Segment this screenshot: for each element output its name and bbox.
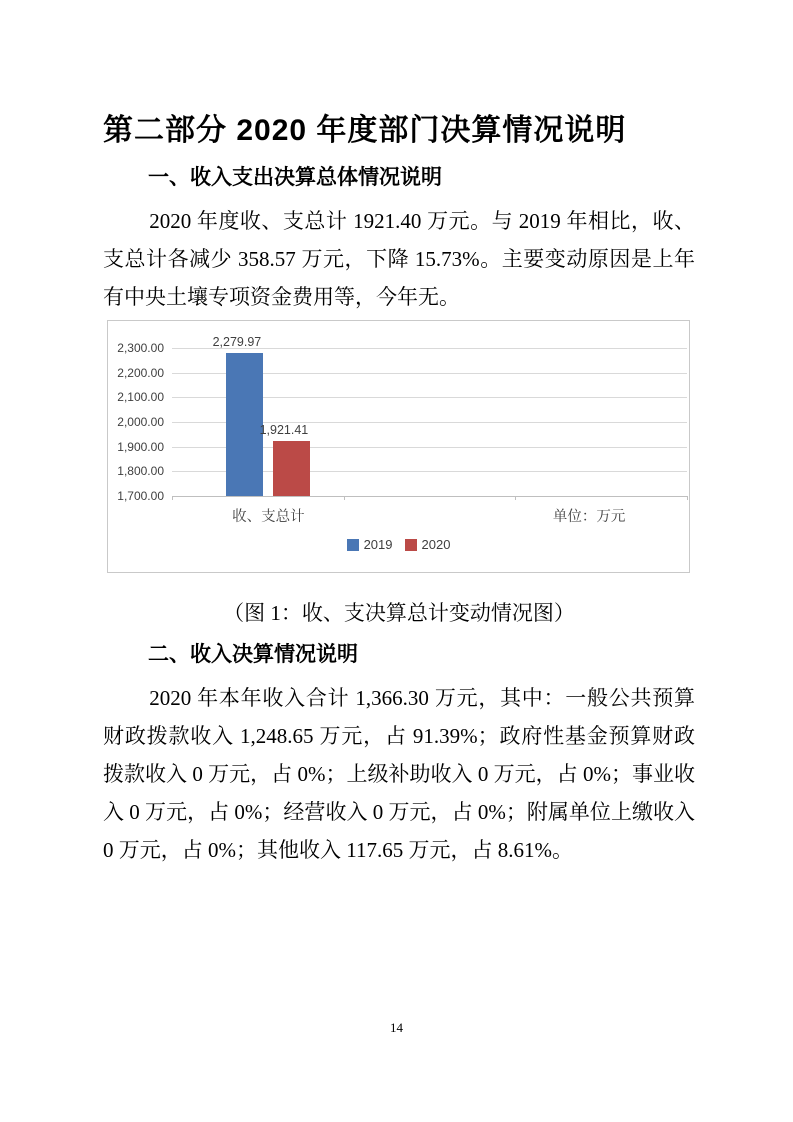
legend-label: 2020 (421, 537, 451, 552)
legend-item-2020 (405, 537, 451, 552)
bar-2020 (273, 441, 310, 496)
y-axis-tick-label: 1,800.00 (117, 464, 164, 479)
bar-chart (107, 320, 690, 573)
y-axis-tick-label: 1,900.00 (117, 439, 164, 454)
bar-data-label-2019: 2,279.97 (212, 334, 262, 349)
legend-swatch-icon (347, 539, 359, 551)
y-axis-tick-label: 2,000.00 (117, 415, 164, 429)
unit-note: 单位：万元 (552, 509, 626, 525)
section-1-heading: 一、收入支出决算总体情况说明 (148, 166, 442, 189)
figure-caption: （图 1：收、支决算总计变动情况图） (223, 601, 575, 625)
chart-legend (108, 537, 689, 552)
section-2-paragraph: 2020 年本年收入合计 1,366.30 万元，其中：一般公共预算财政拨款收入 1,248.65 万元，占 91.39%；政府性基金预算财政拨款收入 0 万元，占 0%；上级补助收入 0 万元，占 0%；事业收入 0 万元，占 0%；经营收入 0 万元，占 0%；附属单位上缴收入 0 万元，占 0%；其他收入 117.65 万元，占 8.61%。 (103, 686, 695, 862)
y-axis-tick-label: 2,200.00 (117, 365, 164, 380)
x-axis-tick (515, 496, 516, 500)
x-axis-tick (687, 496, 688, 500)
page-number: 14 (390, 1020, 403, 1035)
legend-label: 2019 (363, 537, 393, 552)
x-category-label: 收、支总计 (232, 509, 305, 525)
y-axis-tick-label: 1,700.00 (117, 489, 164, 503)
x-axis-line (172, 496, 687, 497)
section-2-heading: 二、收入决算情况说明 (148, 643, 358, 666)
x-axis-tick (344, 496, 345, 500)
legend-swatch-icon (405, 539, 417, 551)
section-1-paragraph: 2020 年度收、支总计 1921.40 万元。与 2019 年相比，收、支总计各减少 358.57 万元，下降 15.73%。主要变动原因是上年有中央土壤专项资金费用等，今年无。 (103, 209, 695, 309)
y-axis-tick-label: 2,100.00 (117, 390, 164, 405)
x-axis-tick (172, 496, 173, 500)
legend-item-2019 (347, 537, 393, 552)
document-title: 第二部分 2020 年度部门决算情况说明 (103, 114, 627, 147)
bar-data-label-2020: 1,921.41 (259, 423, 309, 438)
y-axis-tick-label: 2,300.00 (117, 341, 164, 355)
